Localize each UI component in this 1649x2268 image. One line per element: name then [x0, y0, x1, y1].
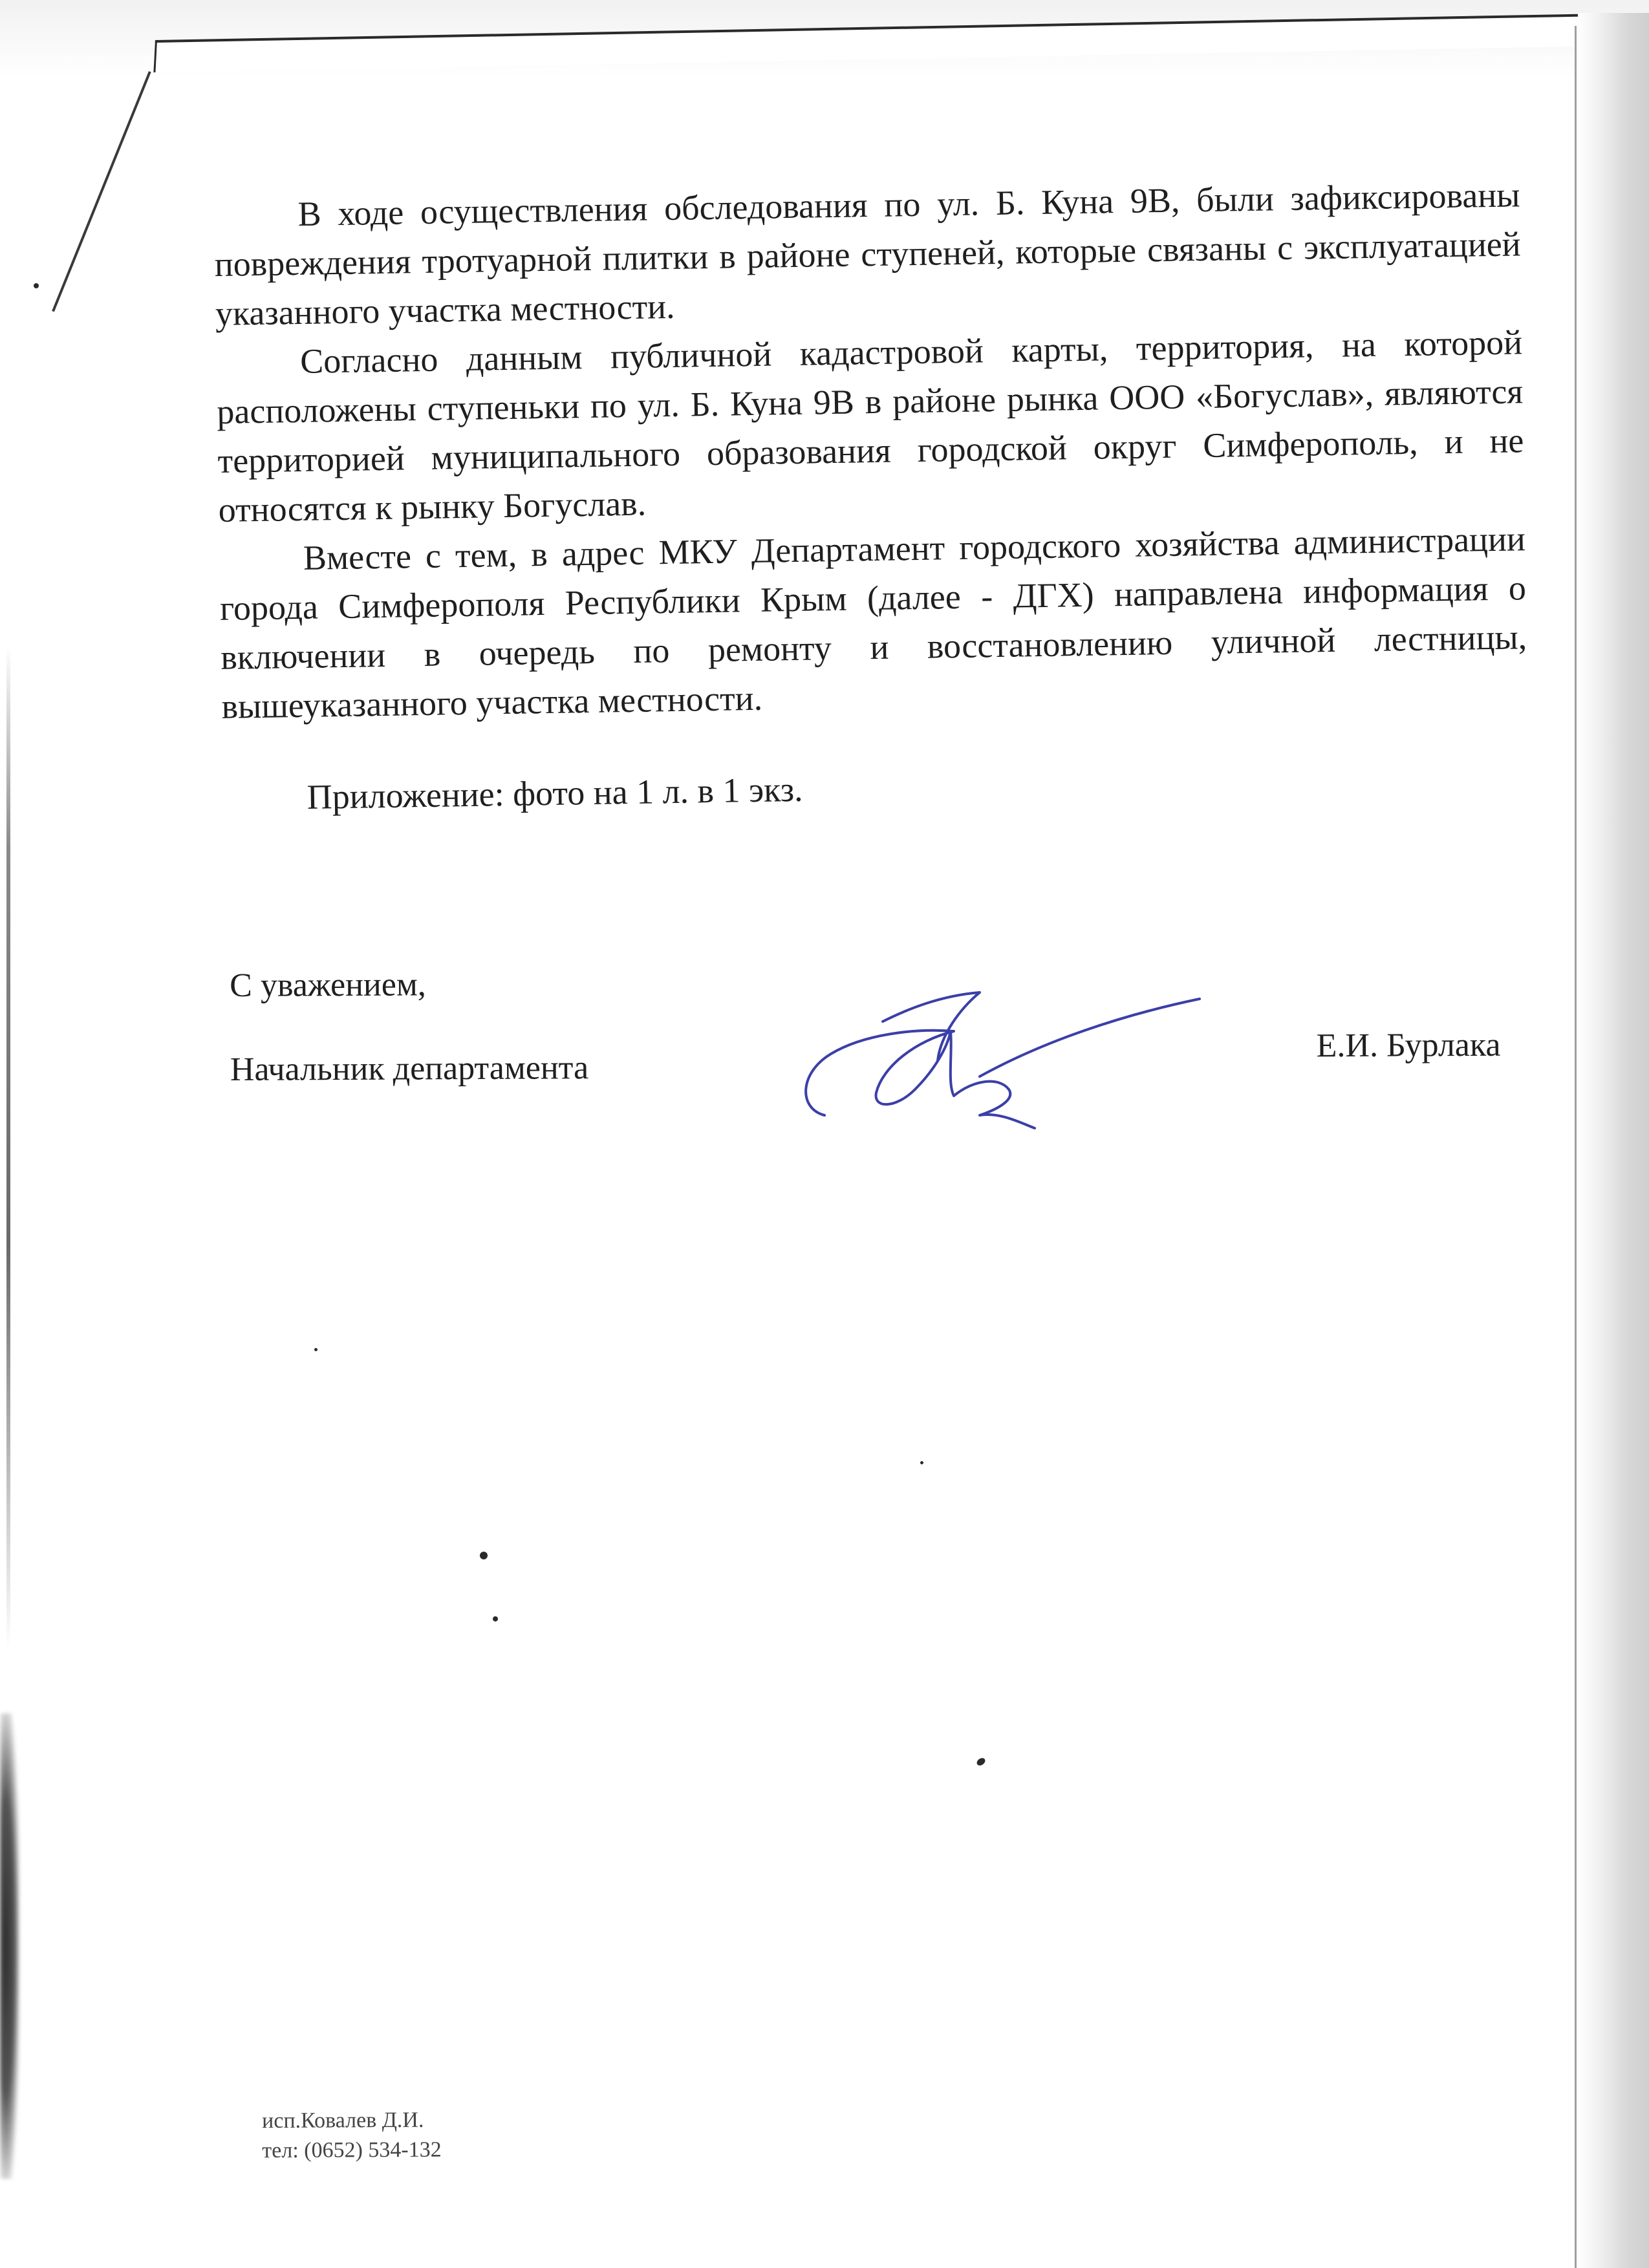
letter-closing	[230, 957, 1523, 1088]
scanner-right-border	[1578, 13, 1649, 2268]
signatory-name: Е.И. Бурлака	[1316, 1026, 1501, 1065]
dust-speck	[975, 1757, 986, 1767]
paragraph-dgh-request: Вместе с тем, в адрес МКУ Департамент городского хозяйства администрации города Симферополя Республики Крым (далее - ДГХ) направлена информация о включении в очередь по ремонту и восстановлению уличной лестницы, вышеуказанного участка местности.	[219, 519, 1527, 726]
handwritten-signature	[786, 970, 1212, 1138]
letter-footer	[262, 2106, 442, 2166]
signatory-position: Начальник департамента	[230, 1049, 589, 1088]
page-right-edge	[1575, 26, 1577, 2268]
dust-speck	[493, 1616, 498, 1621]
signature-stroke	[883, 992, 980, 1060]
closing-regards: С уважением,	[230, 966, 426, 1004]
scanner-left-streak	[6, 647, 10, 1649]
dust-speck	[480, 1552, 488, 1559]
attachment-note: Приложение: фото на 1 л. в 1 экз.	[307, 769, 803, 817]
dust-speck	[920, 1461, 923, 1464]
signature-stroke	[806, 1031, 1035, 1128]
executor-phone: тел: (0652) 534-132	[262, 2137, 442, 2163]
signature-stroke	[980, 999, 1200, 1076]
dust-speck	[314, 1348, 318, 1351]
dust-speck	[34, 283, 39, 288]
paragraph-inspection: В ходе осуществления обследования по ул. Б. Куна 9В, были зафиксированы повреждения тротуарной плитки в районе ступеней, которые связаны с эксплуатацией указанного участка местности.	[214, 175, 1522, 333]
executor-name: исп.Ковалев Д.И.	[262, 2108, 424, 2133]
page-fold-line	[52, 71, 151, 312]
scanner-left-smear	[0, 1713, 19, 2179]
letter-body	[213, 170, 1529, 823]
paragraph-cadastral: Согласно данным публичной кадастровой карты, территория, на которой расположены ступеньки по ул. Б. Куна 9В в районе рынка ООО «Богуслав», являются территорией муниципального образования городской округ Симферополь, и не относятся к рынку Богуслав.	[216, 323, 1524, 530]
